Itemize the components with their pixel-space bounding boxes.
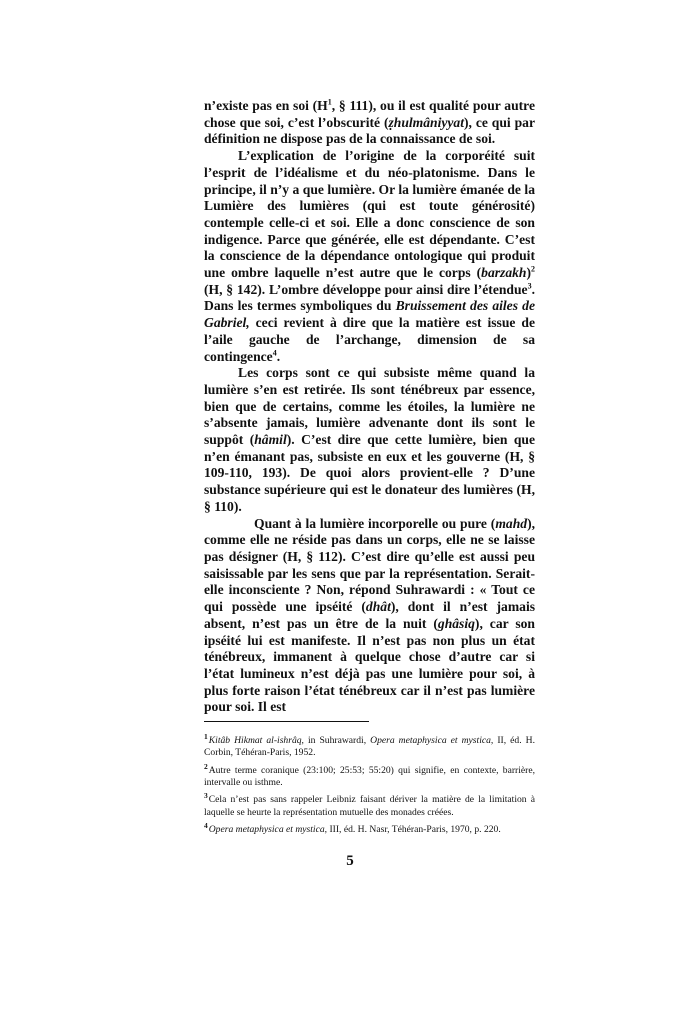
footnote-ref: 3 — [527, 281, 532, 291]
paragraph-1: n’existe pas en soi (H$^1$, § 111), ou il est qualité pour autre chose que soi, c’est l’obscurité (ẓhulmâniyyat), ce qui par définition ne dispose pas de la connaissance de soi. — [204, 97, 535, 147]
footnote-ref: 2 — [531, 264, 535, 274]
page-content — [204, 98, 535, 837]
footnote-ref: 1 — [327, 97, 332, 107]
footnote-ref: 4 — [272, 348, 277, 358]
footnotes — [204, 731, 535, 836]
footnote-divider — [204, 721, 369, 722]
paragraph-4: Quant à la lumière incorporelle ou pure (mahd), comme elle ne réside pas dans un corps, elle ne se laisse pas désigner (H, § 112). C’est dire qu’elle est aussi peu saisissable par les sens que par la représentation. Serait-elle inconsciente ? Non, répond Suhrawardi : « Tout ce qui possède une ipséité (dhât), dont il n’est jamais absent, n’est pas un être de la nuit (ghâsiq), car son ipséité lui est manifeste. Il n’est pas non plus un état ténébreux, immanent à quelque chose d’autre car si l’état lumineux n’est déjà pas une lumière pour soi, à plus forte raison l’état ténébreux car il n’est pas lumière pour soi. Il est — [204, 515, 536, 715]
main-text — [204, 98, 535, 716]
footnote-3: $^3$Cela n’est pas sans rappeler Leibniz faisant dériver la matière de la limitation à laquelle se heurte la représentation mutuelle des monades créées. — [204, 791, 535, 818]
page-number: 5 — [346, 853, 354, 869]
footnote-1: $^1$Kitâb Hikmat al-ishrâq, in Suhrawardi, Opera metaphysica et mystica, II, éd. H. Corbin, Téhéran-Paris, 1952. — [204, 732, 535, 759]
footnote-4: $^4$Opera metaphysica et mystica, III, éd. H. Nasr, Téhéran-Paris, 1970, p. 220. — [204, 820, 501, 835]
paragraph-3: Les corps sont ce qui subsiste même quand la lumière s’en est retirée. Ils sont ténébreux par essence, bien que de certains, comme les étoiles, la lumière ne s’absente jamais, lumière advenante dont ils sont le suppôt (hâmil). C’est dire que cette lumière, bien que n’en émanant pas, subsiste en eux et les gouverne (H, § 109-110, 193). De quoi alors provient-elle ? D’une substance supérieure qui est le donateur des lumières (H, § 110). — [204, 365, 535, 514]
paragraph-2: L’explication de l’origine de la corporéité suit l’esprit de l’idéalisme et du néo-platonisme. Dans le principe, il n’y a que lumière. Or la lumière émanée de la Lumière des lumières (qui est toute générosité) contemple celle-ci et soi. Elle a donc conscience de son indigence. Parce que générée, elle est dépendante. C’est la conscience de la dépendance ontologique qui produit une ombre laquelle n’est autre que le corps (barzakh)$^2$ (H, § 142). L’ombre développe pour ainsi dire l’étendue$^3$. Dans les termes symboliques du Bruissement des ailes de Gabriel, ceci revient à dire que la matière est issue de l’aile gauche de l’archange, dimension de sa contingence$^4$. — [204, 148, 536, 364]
footnote-2: $^2$Autre terme coranique (23:100; 25:53; 55:20) qui signifie, en contexte, barrière, intervalle ou isthme. — [204, 761, 535, 788]
